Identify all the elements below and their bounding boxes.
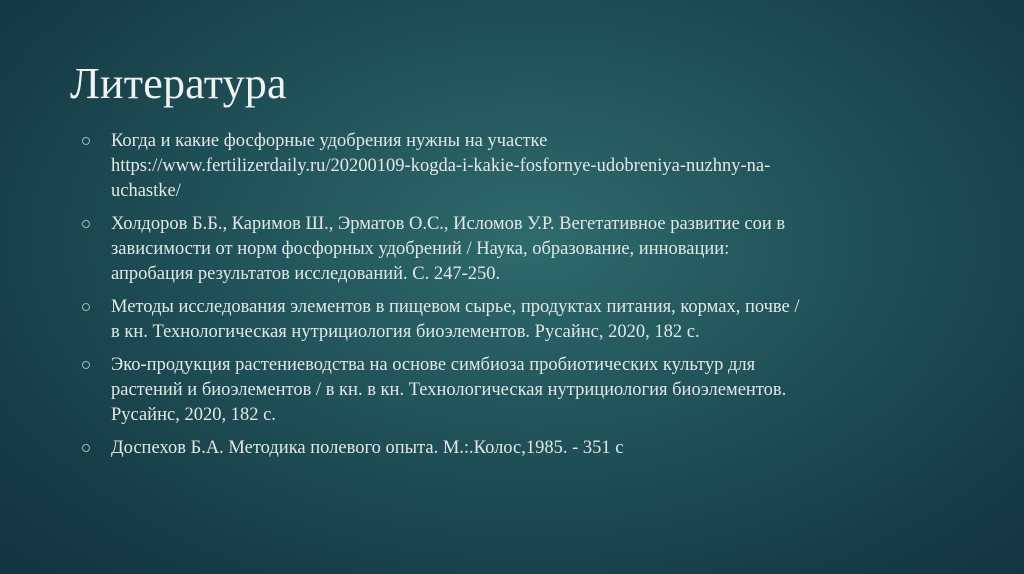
- reference-text: Доспехов Б.А. Методика полевого опыта. М.:.Колос,1985. - 351 с: [111, 438, 624, 458]
- circle-outline-icon: [82, 444, 90, 452]
- reference-item: [82, 436, 802, 461]
- circle-outline-icon: [82, 220, 90, 228]
- reference-text: Эко-продукция растениеводства на основе симбиоза пробиотических культур для растений и биоэлементов / в кн. в кн. Технологическая нутрициология биоэлементов. Русайнс, 2020, 182 с.: [111, 355, 787, 425]
- reference-item: [82, 212, 802, 287]
- reference-list: [82, 129, 802, 469]
- reference-item: [82, 353, 802, 428]
- reference-text: Когда и какие фосфорные удобрения нужны на участке https://www.fertilizerdaily.ru/20200109-kogda-i-kakie-fosfornye-udobreniya-nuzhny-na-uchastke/: [111, 131, 771, 201]
- circle-outline-icon: [82, 361, 90, 369]
- reference-item: [82, 129, 802, 204]
- reference-item: [82, 295, 802, 345]
- circle-outline-icon: [82, 137, 90, 145]
- circle-outline-icon: [82, 303, 90, 311]
- slide-title: Литература: [70, 59, 287, 108]
- reference-text: Холдоров Б.Б., Каримов Ш., Эрматов О.С., Исломов У.Р. Вегетативное развитие сои в зависимости от норм фосфорных удобрений / Наука, образование, инновации: апробация результатов исследований. С. 247-250.: [111, 214, 786, 284]
- reference-text: Методы исследования элементов в пищевом сырье, продуктах питания, кормах, почве / в кн. Технологическая нутрициология биоэлементов. Русайнс, 2020, 182 с.: [111, 297, 800, 342]
